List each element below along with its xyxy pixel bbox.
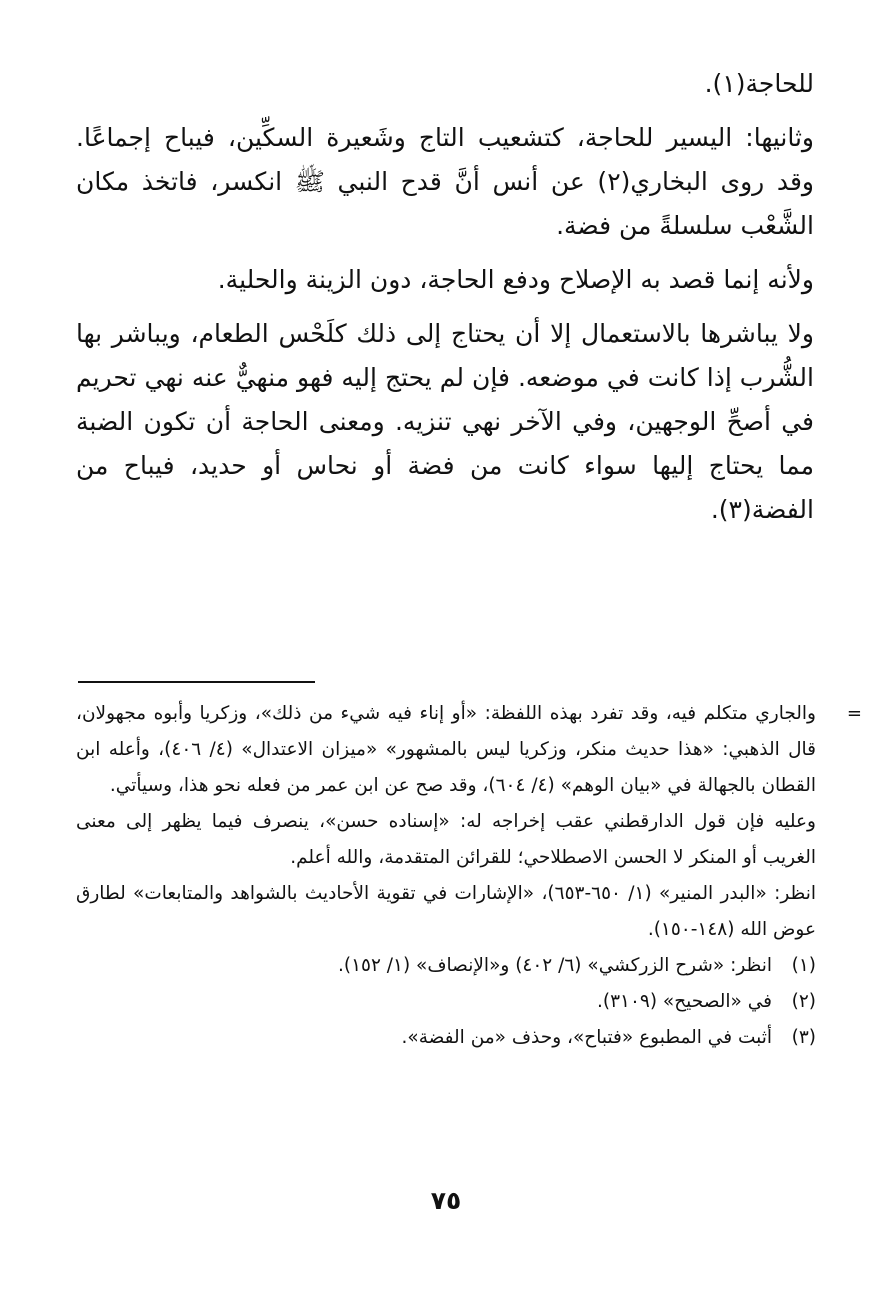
footnote-2 [76, 984, 816, 1020]
page-number: ٧٥ [430, 1186, 462, 1215]
paragraph: للحاجة(١). [704, 69, 814, 98]
continuation-mark: = [846, 703, 862, 724]
footnote-number: (٢) [791, 991, 816, 1012]
footnote-3 [76, 1020, 816, 1056]
main-text [76, 62, 814, 532]
paragraph: وثانيها: اليسير للحاجة، كتشعيب التاج وشَعيرة السكِّين، فيباح إجماعًا. وقد روى البخاري(٢) عن أنس أنَّ قدح النبي ﷺ انكسر، فاتخذ مكان الشَّعْب سلسلةً من فضة. [76, 123, 814, 240]
footnote-paragraph: والجاري متكلم فيه، وقد تفرد بهذه اللفظة: «أو إناء فيه شيء من ذلك»، وزكريا وأبوه مجهولان، قال الذهبي: «هذا حديث منكر، وزكريا ليس بالمشهور» «ميزان الاعتدال» (٤/ ٤٠٦)، وأعله ابن القطان بالجهالة في «بيان الوهم» (٤/ ٦٠٤)، وقد صح عن ابن عمر من فعله نحو هذا، وسيأتي. [76, 703, 817, 796]
footnotes-section [76, 696, 862, 1056]
paragraph: ولا يباشرها بالاستعمال إلا أن يحتاج إلى ذلك كلَحْس الطعام، ويباشر بها الشُّرب إذا كانت في موضعه. فإن لم يحتج إليه فهو منهيٌّ عنه نهي تحريم في أصحِّ الوجهين، وفي الآخر نهي تنزيه. ومعنى الحاجة أن تكون الضبة مما يحتاج إليها سواء كانت من فضة أو نحاس أو حديد، فيباح من الفضة(٣). [76, 319, 814, 524]
footnote-separator [78, 681, 315, 683]
footnote-1 [76, 948, 816, 984]
footnote-paragraph: انظر: «البدر المنير» (١/ ٦٥٠-٦٥٣)، «الإشارات في تقوية الأحاديث بالشواهد والمتابعات» لطارق عوض الله (١٤٨-١٥٠). [76, 883, 816, 940]
footnote-continuation [76, 696, 862, 948]
footnote-text: انظر: «شرح الزركشي» (٦/ ٤٠٢) و«الإنصاف» (١/ ١٥٢). [337, 955, 772, 976]
paragraph: ولأنه إنما قصد به الإصلاح ودفع الحاجة، دون الزينة والحلية. [217, 265, 814, 294]
footnote-text: في «الصحيح» (٣١٠٩). [596, 991, 772, 1012]
footnote-text: أثبت في المطبوع «فتباح»، وحذف «من الفضة». [401, 1027, 772, 1048]
footnote-number: (٣) [791, 1027, 816, 1048]
footnote-number: (١) [791, 955, 816, 976]
footnote-paragraph: وعليه فإن قول الدارقطني عقب إخراجه له: «إسناده حسن»، ينصرف فيما يظهر إلى معنى الغريب أو المنكر لا الحسن الاصطلاحي؛ للقرائن المتقدمة، والله أعلم. [76, 811, 816, 868]
